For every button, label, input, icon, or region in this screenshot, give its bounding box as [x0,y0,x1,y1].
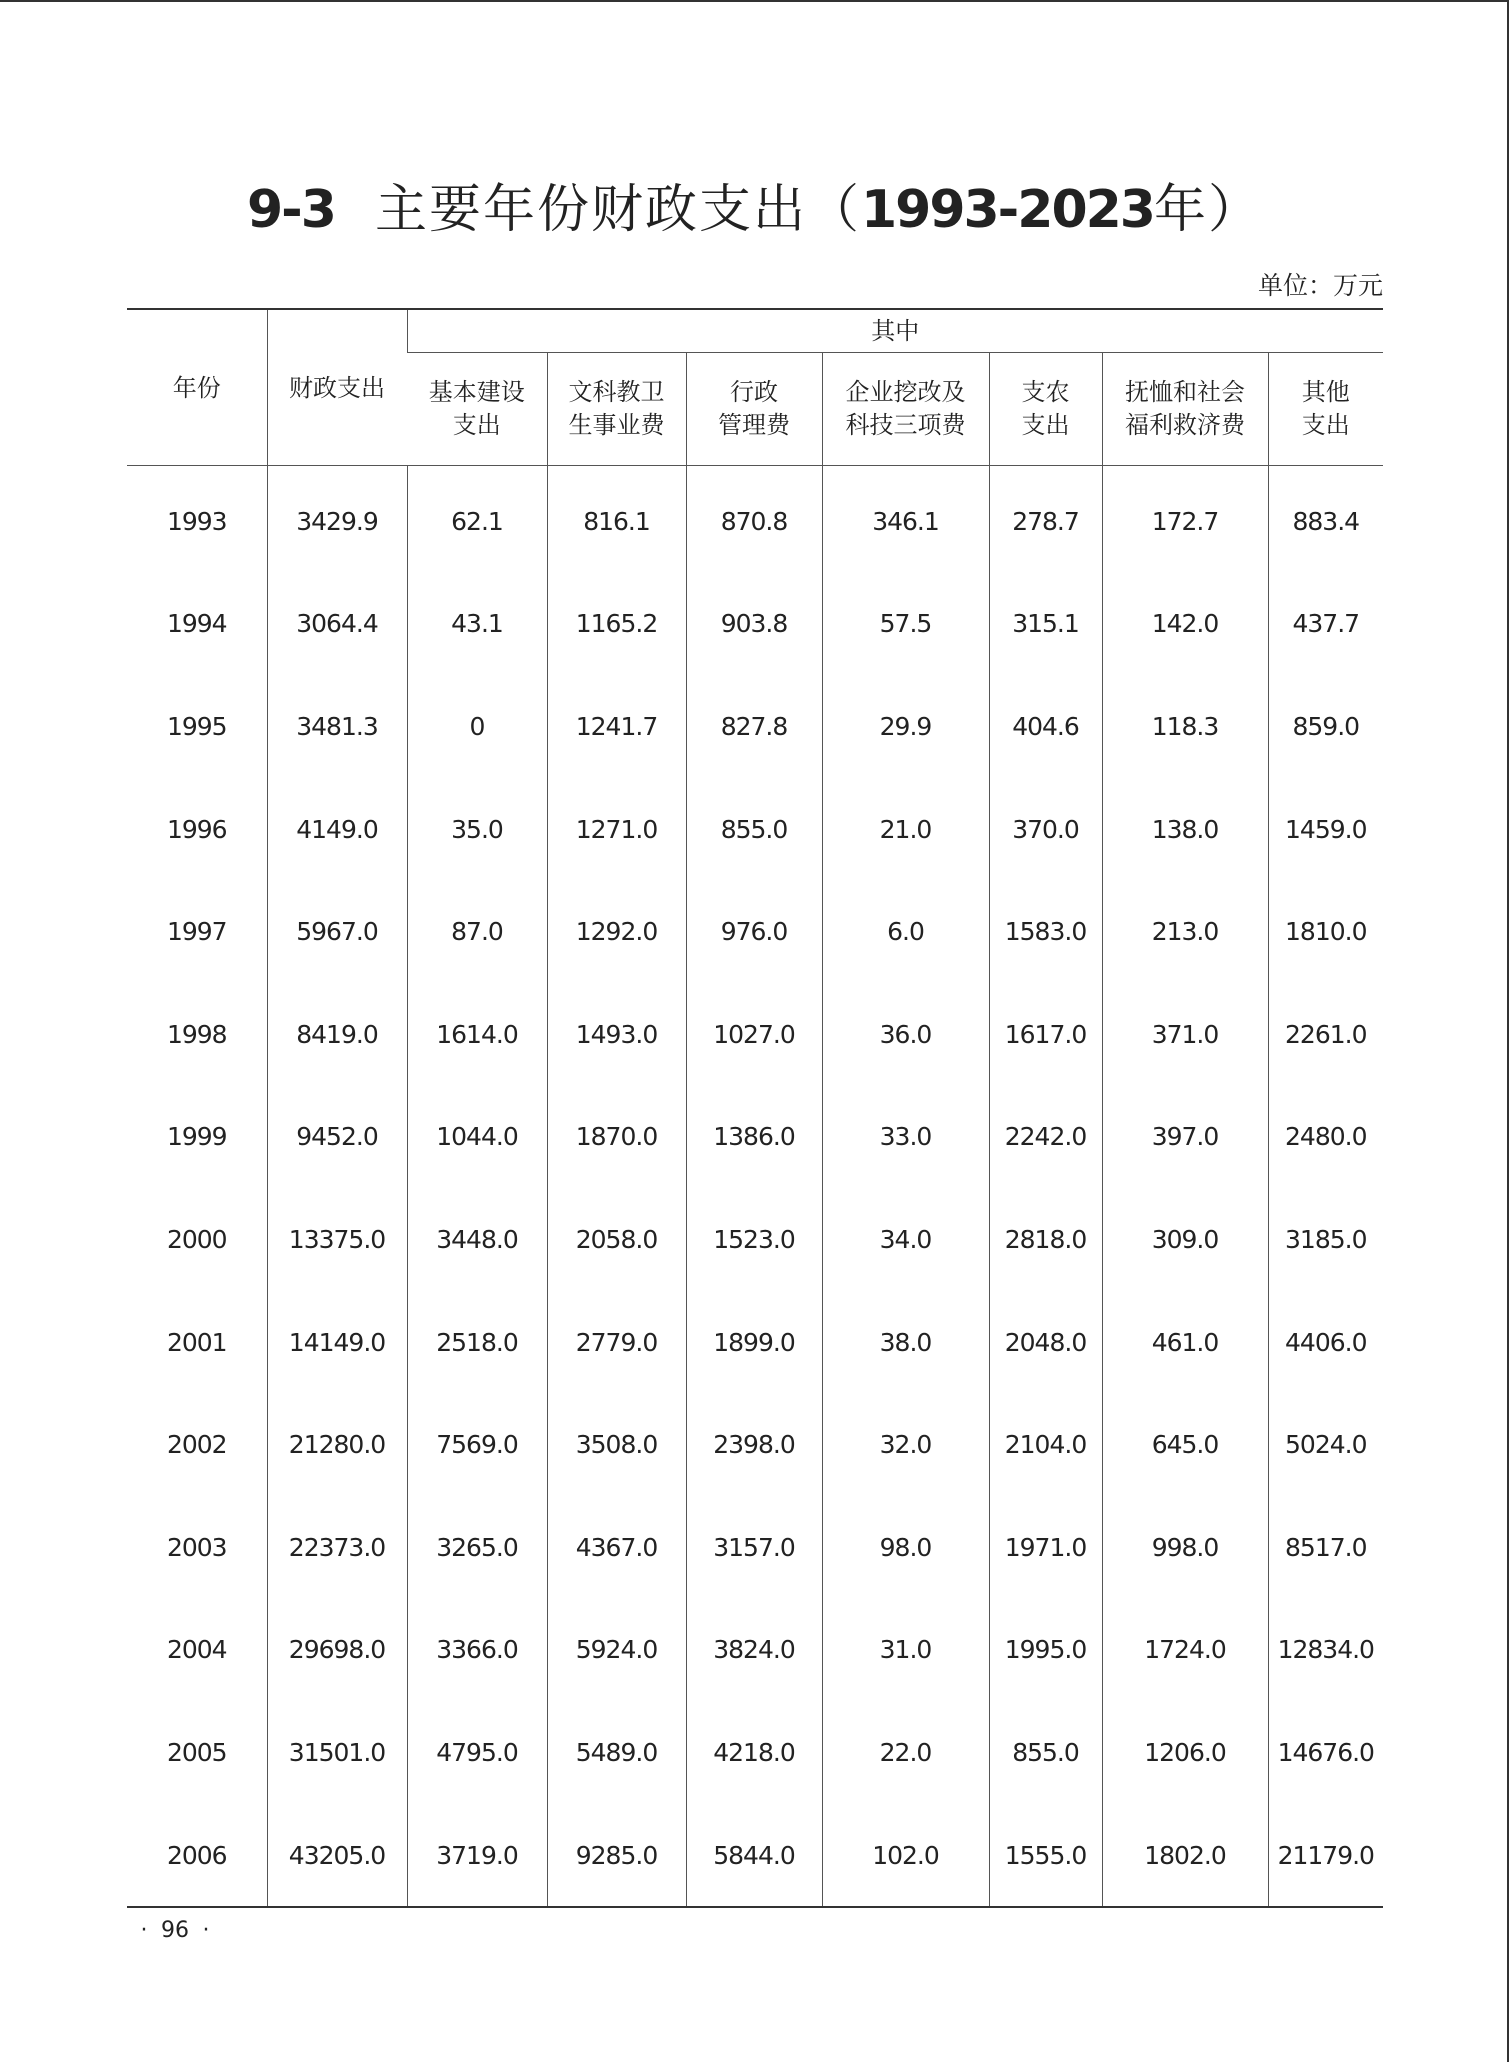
value-cell: 33.0 [822,1086,989,1189]
header-column-line1: 基本建设 [428,378,525,406]
value-cell: 38.0 [822,1291,989,1394]
value-cell: 12834.0 [1268,1599,1383,1702]
value-cell: 370.0 [989,778,1102,881]
value-cell: 3481.3 [267,675,407,778]
value-cell: 397.0 [1102,1086,1268,1189]
page-number-footer [127,1916,223,1946]
table-number: 9-3 [246,180,335,240]
value-cell: 98.0 [822,1496,989,1599]
value-cell: 2480.0 [1268,1086,1383,1189]
table-row [127,1599,1383,1702]
value-cell: 4218.0 [686,1701,822,1804]
year-cell: 2002 [166,1430,227,1460]
header-column-line2: 生事业费 [568,411,665,439]
header-year: 年份 [127,309,267,466]
value-cell: 29698.0 [267,1599,407,1702]
value-cell: 36.0 [822,983,989,1086]
value-cell: 1617.0 [989,983,1102,1086]
value-cell: 346.1 [822,466,989,573]
table-row [127,573,1383,676]
value-cell: 315.1 [989,573,1102,676]
value-cell: 4795.0 [407,1701,547,1804]
table-row [127,1804,1383,1908]
value-cell: 172.7 [1102,466,1268,573]
value-cell: 213.0 [1102,880,1268,983]
value-cell: 4367.0 [547,1496,686,1599]
value-cell: 278.7 [989,466,1102,573]
value-cell: 5924.0 [547,1599,686,1702]
header-column-line1: 行政 [730,378,778,406]
header-column [1102,353,1268,466]
value-cell: 142.0 [1102,573,1268,676]
value-cell: 1459.0 [1268,778,1383,881]
value-cell: 1044.0 [407,1086,547,1189]
footer-dot-left: · [140,1918,148,1943]
value-cell: 5489.0 [547,1701,686,1804]
header-column-line1: 抚恤和社会 [1125,378,1245,406]
value-cell: 1995.0 [989,1599,1102,1702]
value-cell: 883.4 [1268,466,1383,573]
value-cell: 14676.0 [1268,1701,1383,1804]
table-row [127,983,1383,1086]
value-cell: 3429.9 [267,466,407,573]
value-cell: 1870.0 [547,1086,686,1189]
value-cell: 1971.0 [989,1496,1102,1599]
value-cell: 1165.2 [547,573,686,676]
year-cell: 1993 [166,506,227,536]
value-cell: 138.0 [1102,778,1268,881]
value-cell: 3366.0 [407,1599,547,1702]
header-column-line2: 支出 [452,411,501,439]
value-cell: 976.0 [686,880,822,983]
value-cell: 0 [407,675,547,778]
value-cell: 371.0 [1102,983,1268,1086]
value-cell: 3508.0 [547,1393,686,1496]
header-column-line2: 支出 [1021,411,1070,439]
year-cell: 1998 [166,1019,227,1049]
header-column [1268,353,1383,466]
value-cell: 827.8 [686,675,822,778]
value-cell: 62.1 [407,466,547,573]
table-row [127,1188,1383,1291]
table-row [127,675,1383,778]
header-column-line2: 科技三项费 [845,411,966,439]
table-row [127,1701,1383,1804]
header-column-line1: 企业挖改及 [845,378,966,406]
header-column [407,353,547,466]
value-cell: 437.7 [1268,573,1383,676]
header-column [822,353,989,466]
table-row [127,1086,1383,1189]
value-cell: 13375.0 [267,1188,407,1291]
value-cell: 57.5 [822,573,989,676]
value-cell: 1241.7 [547,675,686,778]
value-cell: 855.0 [686,778,822,881]
value-cell: 43.1 [407,573,547,676]
value-cell: 3064.4 [267,573,407,676]
header-column [989,353,1102,466]
value-cell: 118.3 [1102,675,1268,778]
value-cell: 1493.0 [547,983,686,1086]
header-column [686,353,822,466]
value-cell: 4406.0 [1268,1291,1383,1394]
table-row [127,778,1383,881]
year-cell: 2006 [166,1840,227,1870]
value-cell: 87.0 [407,880,547,983]
value-cell: 22373.0 [267,1496,407,1599]
value-cell: 1292.0 [547,880,686,983]
value-cell: 5844.0 [686,1804,822,1908]
header-column-line1: 其他 [1301,378,1350,406]
value-cell: 3824.0 [686,1599,822,1702]
value-cell: 1271.0 [547,778,686,881]
value-cell: 9452.0 [267,1086,407,1189]
value-cell: 816.1 [547,466,686,573]
header-column-line2: 管理费 [718,411,790,439]
year-cell: 2004 [166,1635,227,1665]
value-cell: 1555.0 [989,1804,1102,1908]
value-cell: 7569.0 [407,1393,547,1496]
year-cell: 2003 [166,1532,227,1562]
value-cell: 870.8 [686,466,822,573]
year-cell: 1996 [166,814,227,844]
table-row [127,880,1383,983]
value-cell: 21280.0 [267,1393,407,1496]
table-row [127,1393,1383,1496]
value-cell: 3157.0 [686,1496,822,1599]
value-cell: 6.0 [822,880,989,983]
value-cell: 2518.0 [407,1291,547,1394]
value-cell: 2261.0 [1268,983,1383,1086]
footer-dot-right: · [202,1918,210,1943]
value-cell: 859.0 [1268,675,1383,778]
value-cell: 22.0 [822,1701,989,1804]
page-number: 96 [161,1918,189,1943]
year-cell: 1994 [166,609,227,639]
year-cell: 1997 [166,917,227,947]
header-total: 财政支出 [267,309,407,466]
value-cell: 855.0 [989,1701,1102,1804]
value-cell: 5024.0 [1268,1393,1383,1496]
unit-label: 单位：万元 [1257,271,1383,300]
header-column-line2: 福利救济费 [1125,411,1245,439]
value-cell: 14149.0 [267,1291,407,1394]
value-cell: 8517.0 [1268,1496,1383,1599]
page-title [0,175,1509,245]
value-cell: 1810.0 [1268,880,1383,983]
title-years: 1993-2023 [860,180,1154,240]
header-group: 其中 [407,309,1383,353]
value-cell: 1523.0 [686,1188,822,1291]
value-cell: 34.0 [822,1188,989,1291]
value-cell: 2048.0 [989,1291,1102,1394]
table-body [127,466,1383,1908]
title-text: 主要年份财政支出（ [374,180,861,240]
value-cell: 43205.0 [267,1804,407,1908]
value-cell: 1724.0 [1102,1599,1268,1702]
value-cell: 3185.0 [1268,1188,1383,1291]
value-cell: 31.0 [822,1599,989,1702]
value-cell: 5967.0 [267,880,407,983]
value-cell: 3265.0 [407,1496,547,1599]
year-cell: 2005 [166,1737,227,1767]
value-cell: 3719.0 [407,1804,547,1908]
value-cell: 2242.0 [989,1086,1102,1189]
value-cell: 8419.0 [267,983,407,1086]
year-cell: 2001 [166,1327,227,1357]
value-cell: 404.6 [989,675,1102,778]
table-row [127,466,1383,573]
value-cell: 21.0 [822,778,989,881]
year-cell: 2000 [166,1224,227,1254]
value-cell: 31501.0 [267,1701,407,1804]
value-cell: 461.0 [1102,1291,1268,1394]
header-column-line1: 文科教卫 [568,378,665,406]
value-cell: 2779.0 [547,1291,686,1394]
value-cell: 1206.0 [1102,1701,1268,1804]
value-cell: 998.0 [1102,1496,1268,1599]
title-suffix: 年） [1154,180,1263,240]
value-cell: 4149.0 [267,778,407,881]
value-cell: 2058.0 [547,1188,686,1291]
value-cell: 1386.0 [686,1086,822,1189]
value-cell: 9285.0 [547,1804,686,1908]
value-cell: 1614.0 [407,983,547,1086]
value-cell: 1899.0 [686,1291,822,1394]
table-row [127,1291,1383,1394]
value-cell: 1802.0 [1102,1804,1268,1908]
year-cell: 1995 [166,711,227,741]
value-cell: 32.0 [822,1393,989,1496]
header-column [547,353,686,466]
value-cell: 903.8 [686,573,822,676]
value-cell: 29.9 [822,675,989,778]
table-row [127,1496,1383,1599]
value-cell: 35.0 [407,778,547,881]
year-cell: 1999 [166,1122,227,1152]
value-cell: 102.0 [822,1804,989,1908]
value-cell: 1027.0 [686,983,822,1086]
value-cell: 2104.0 [989,1393,1102,1496]
header-column-line1: 支农 [1021,378,1070,406]
value-cell: 309.0 [1102,1188,1268,1291]
value-cell: 1583.0 [989,880,1102,983]
fiscal-expenditure-table [127,308,1383,1908]
value-cell: 2398.0 [686,1393,822,1496]
value-cell: 21179.0 [1268,1804,1383,1908]
value-cell: 3448.0 [407,1188,547,1291]
header-column-line2: 支出 [1301,411,1350,439]
value-cell: 645.0 [1102,1393,1268,1496]
value-cell: 2818.0 [989,1188,1102,1291]
